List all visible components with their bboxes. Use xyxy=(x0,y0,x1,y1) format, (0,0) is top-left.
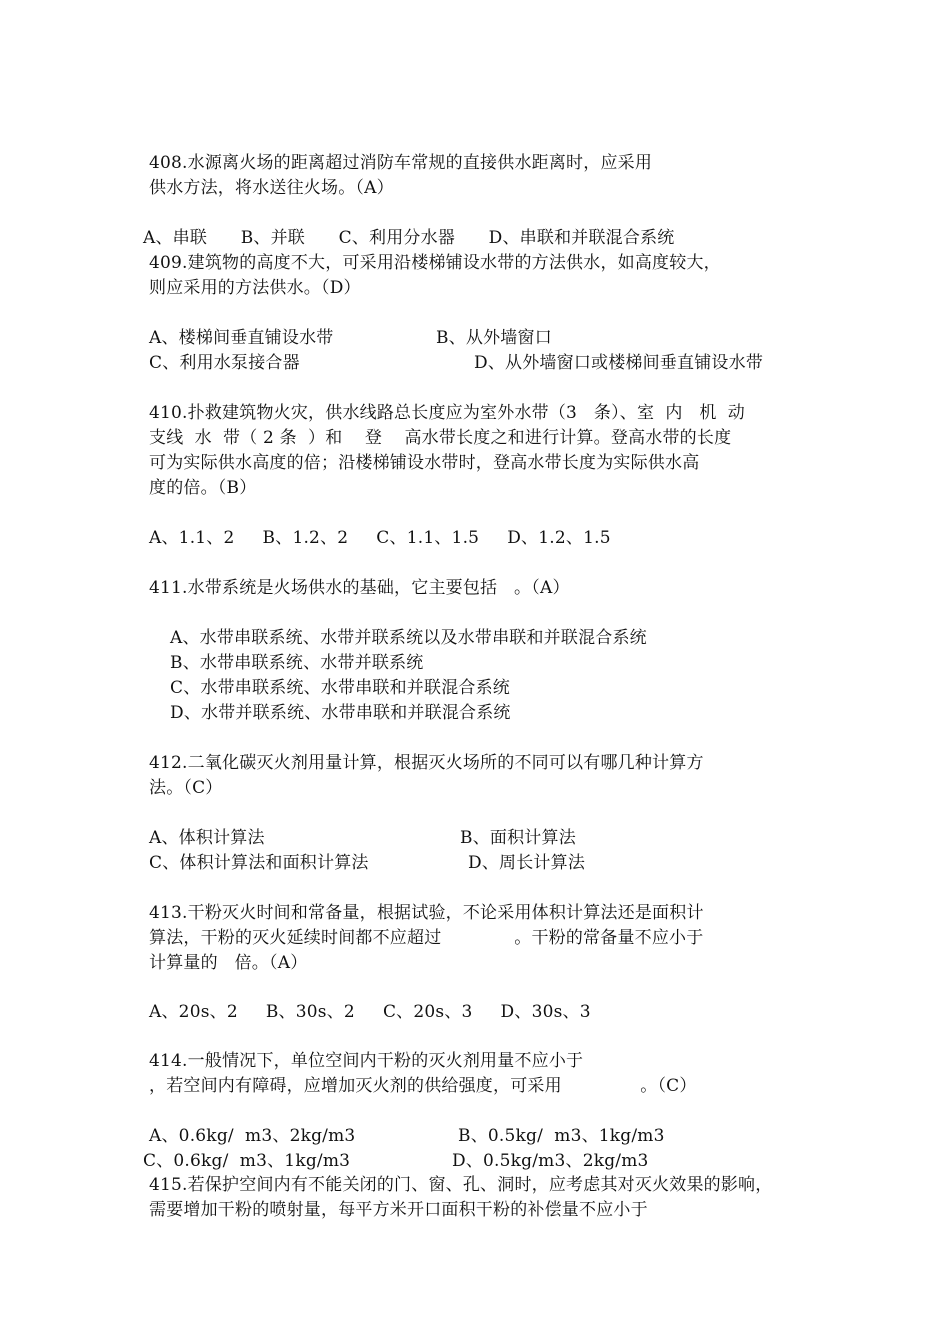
q410-stem-line-2: 支线 水 带（ 2 条 ）和 登 高水带长度之和进行计算。登高水带的长度 xyxy=(149,428,732,448)
q410-options: A、1.1、2 B、1.2、2 C、1.1、1.5 D、1.2、1.5 xyxy=(149,528,611,548)
q412-option-a: A、体积计算法 xyxy=(149,828,265,848)
q409-option-b: B、从外墙窗口 xyxy=(436,328,552,348)
q410-stem-line-3: 可为实际供水高度的倍；沿楼梯铺设水带时，登高水带长度为实际供水高 xyxy=(149,453,700,473)
q411-option-c: C、水带串联系统、水带串联和并联混合系统 xyxy=(170,678,511,698)
q412-stem-line-1: 412.二氧化碳灭火剂用量计算，根据灭火场所的不同可以有哪几种计算方 xyxy=(149,753,704,773)
q411-option-d: D、水带并联系统、水带串联和并联混合系统 xyxy=(170,703,511,723)
q409-stem-line-2: 则应采用的方法供水。（D） xyxy=(149,278,361,298)
q414-option-b: B、0.5kg/ m3、1kg/m3 xyxy=(458,1126,665,1146)
q409-option-a: A、楼梯间垂直铺设水带 xyxy=(149,328,334,348)
q412-stem-line-2: 法。（C） xyxy=(149,778,223,798)
q411-option-b: B、水带串联系统、水带并联系统 xyxy=(170,653,424,673)
q411-stem: 411.水带系统是火场供水的基础，它主要包括 。（A） xyxy=(149,578,570,598)
q411-option-a: A、水带串联系统、水带并联系统以及水带串联和并联混合系统 xyxy=(170,628,647,648)
q415-stem-line-1: 415.若保护空间内有不能关闭的门、窗、孔、洞时，应考虑其对灭火效果的影响， xyxy=(149,1175,773,1195)
q410-stem-line-4: 度的倍。（B） xyxy=(149,478,257,498)
q412-option-d: D、周长计算法 xyxy=(468,853,586,873)
q414-stem-line-2: ，若空间内有障碍，应增加灭火剂的供给强度，可采用 。（C） xyxy=(149,1076,697,1096)
q414-option-c: C、0.6kg/ m3、1kg/m3 xyxy=(143,1151,351,1171)
q409-stem-line-1: 409.建筑物的高度不大，可采用沿楼梯铺设水带的方法供水，如高度较大， xyxy=(149,253,721,273)
q414-option-a: A、0.6kg/ m3、2kg/m3 xyxy=(149,1126,356,1146)
q412-option-b: B、面积计算法 xyxy=(460,828,576,848)
q414-stem-line-1: 414.一般情况下，单位空间内干粉的灭火剂用量不应小于 xyxy=(149,1051,584,1071)
q408-stem-line-2: 供水方法，将水送往火场。（A） xyxy=(149,178,394,198)
q408-options: A、串联 B、并联 C、利用分水器 D、串联和并联混合系统 xyxy=(143,228,675,248)
q414-option-d: D、0.5kg/m3、2kg/m3 xyxy=(452,1151,649,1171)
q412-option-c: C、体积计算法和面积计算法 xyxy=(149,853,369,873)
q410-stem-line-1: 410.扑救建筑物火灾，供水线路总长度应为室外水带（3 条）、室 内 机 动 xyxy=(149,403,746,423)
q408-stem-line-1: 408.水源离火场的距离超过消防车常规的直接供水距离时，应采用 xyxy=(149,153,653,173)
q413-options: A、20s、2 B、30s、2 C、20s、3 D、30s、3 xyxy=(149,1002,591,1022)
q413-stem-line-3: 计算量的 倍。（A） xyxy=(149,953,308,973)
q413-stem-line-2: 算法，干粉的灭火延续时间都不应超过 。干粉的常备量不应小于 xyxy=(149,928,704,948)
q415-stem-line-2: 需要增加干粉的喷射量，每平方米开口面积干粉的补偿量不应小于 xyxy=(149,1200,648,1220)
q409-option-d: D、从外墙窗口或楼梯间垂直铺设水带 xyxy=(474,353,764,373)
q409-option-c: C、利用水泵接合器 xyxy=(149,353,300,373)
q413-stem-line-1: 413.干粉灭火时间和常备量，根据试验，不论采用体积计算法还是面积计 xyxy=(149,903,704,923)
